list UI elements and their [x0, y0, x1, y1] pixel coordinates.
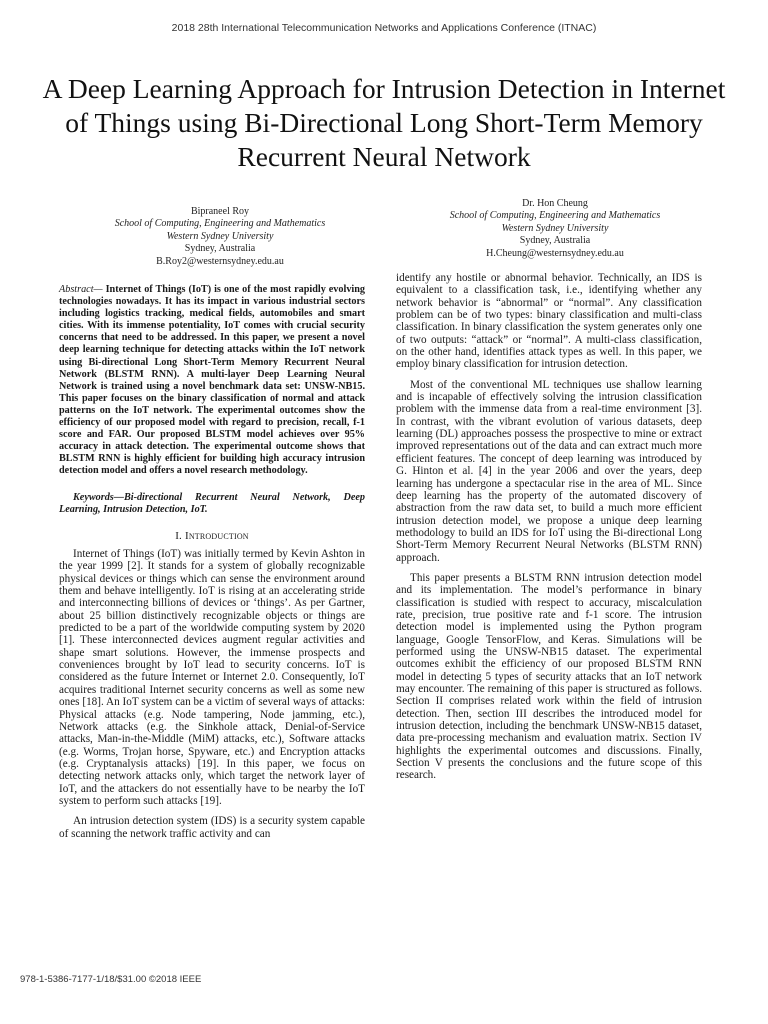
paper-title: A Deep Learning Approach for Intrusion Detection in Internet of Things using Bi-Directional Long Short-Term Memory Recurrent Neural Network [42, 73, 726, 172]
conference-header: 2018 28th International Telecommunication Networks and Applications Conference (ITNAC) [171, 22, 597, 34]
author-university: Western Sydney University [166, 230, 274, 242]
intro-paragraph-2: An intrusion detection system (IDS) is a security system capable of scanning the network traffic activity and can [59, 815, 365, 840]
author-name: Dr. Hon Cheung [522, 198, 588, 209]
right-paragraph-3: This paper presents a BLSTM RNN intrusion detection model and its implementation. The model’s performance in binary classification is studied with respect to accuracy, miscalculation rate, precision, true positive rate and f-1 score. The intrusion detection model is implemented using the Python program language, Google TensorFlow, and Keras. Simulations will be performed using the UNSW-NB15 dataset. The experimental outcomes exhibit the efficiency of our proposed BLSTM RNN model in detecting 5 types of security attacks that an IoT network may encounter. The remaining of this paper is structured as follows. Section II comprises related work within the field of intrusion detection. Then, section III describes the introduced model for intrusion detection, including the benchmark UNSW-NB15 dataset, data pre-processing mechanism and evaluation matrix. Section IV highlights the experimental outcomes and discussions. Finally, Section V presents the conclusions and the future scope of this research. [396, 571, 702, 782]
author-block-2 [405, 198, 705, 260]
intro-paragraph-1: Internet of Things (IoT) was initially termed by Kevin Ashton in the year 1999 [2]. It stands for a system of globally recognizable physical devices or things which can sense the environment around them and behave intelligently. IoT is rising at an accelerating stride and interconnecting billions of devices or ‘things’. As per Gartner, about 25 billion distinctively recognizable objects or things are predicted to be a part of the worldwide computing system by 2020 [1]. These interconnected devices augment regular activities and shape smart solutions. However, the immense prospects and conveniences brought by IoT lead to security concerns. IoT is considered as the future Internet or Internet 2.0. Consequently, IoT acquires traditional Internet security concerns as well as some new ones [18]. An IoT system can be a victim of several ways of attacks: Physical attacks (e.g. Node tampering, Node jamming, etc.), Network attacks (e.g. the Sinkhole attack, Denial-of-Service attacks, Man-in-the-Middle (MiM) attacks, etc.), Software attacks (e.g. Worms, Trojan horse, Spyware, etc.) and Encryption attacks (e.g. Cryptanalysis attacks) [19]. In this paper, we focus on detecting network attacks only, which target the network layer of IoT, and the attackers do not essentially have to be nearby the IoT system to perform such attacks [19]. [59, 548, 365, 807]
keywords: Keywords—Bi-directional Recurrent Neural Network, Deep Learning, Intrusion Detection, IoT. [59, 491, 365, 515]
author-location: Sydney, Australia [519, 235, 591, 247]
copyright-footer: 978-1-5386-7177-1/18/$31.00 ©2018 IEEE [20, 974, 202, 985]
author-university: Western Sydney University [501, 222, 609, 234]
abstract [59, 284, 365, 478]
abstract-text: Internet of Things (IoT) is one of the most rapidly evolving technologies nowadays. It has its impact in various industrial sectors including logistics tracking, medical fields, automobiles and smart cities. With its immense potentiality, IoT comes with crucial security concerns that need to be addressed. In this paper, we present a novel deep learning technique for detecting attacks within the IoT network using Bi-directional Long Short-Term Memory Recurrent Neural Network (BLSTM RNN). A multi-layer Deep Learning Neural Network is trained using a novel benchmark data set: UNSW-NB15. This paper focuses on the binary classification of normal and attack patterns on the IoT network. The experimental outcomes show the efficiency of our proposed model with regard to precision, recall, f-1 score and FAR. Our proposed BLSTM model achieves over 95% accuracy in attack detection. The experimental outcome shows that BLSTM RNN is highly efficient for building high accuracy intrusion detection model and offers a novel research methodology. [59, 284, 365, 477]
author-email[interactable]: H.Cheung@westernsydney.edu.au [486, 247, 624, 259]
author-block-1 [70, 206, 370, 268]
right-paragraph-2: Most of the conventional ML techniques use shallow learning and is incapable of effectively solving the intrusion classification problem with the immense data from a real-time environment [3]. In contrast, with the vibrant evolution of various datasets, deep learning (DL) approaches possess the prospective to mine or extract improved representations out of the data and can extract much more efficient features. The concept of deep learning was introduced by G. Hinton et al. [4] in the year 2006 and over the years, deep learning has undergone a spectacular rise in the area of ML. Since deep learning has the property of the automated discovery of abstraction from the raw data set, to build a much more efficient intrusion detection model, we propose a unique deep learning methodology to build an IDS for IoT using the Bi-directional Long Short-Term Memory Recurrent Neural Networks (BLSTM RNN) approach. [396, 378, 702, 564]
author-location: Sydney, Australia [184, 243, 256, 255]
author-email[interactable]: B.Roy2@westernsydney.edu.au [156, 255, 284, 267]
left-column [59, 284, 365, 848]
author-affiliation: School of Computing, Engineering and Mathematics [449, 210, 661, 222]
right-column [396, 272, 702, 790]
author-affiliation: School of Computing, Engineering and Mathematics [114, 218, 326, 230]
section-heading-introduction: I. Introduction [175, 529, 249, 542]
author-name: Bipraneel Roy [190, 206, 250, 217]
abstract-label: Abstract— [59, 284, 103, 295]
right-paragraph-1: identify any hostile or abnormal behavior. Technically, an IDS is equivalent to a classification task, i.e., identifying whether any network behavior is “abnormal” or “normal”. Any classification problem can be of two types: binary classification and multi-class classification. In binary classification the system generates only one of two outputs: “attack” or “normal”. A multi-class classification, on the other hand, identifies attack types as well. In this paper, we employ binary classification for intrusion detection. [396, 272, 702, 371]
